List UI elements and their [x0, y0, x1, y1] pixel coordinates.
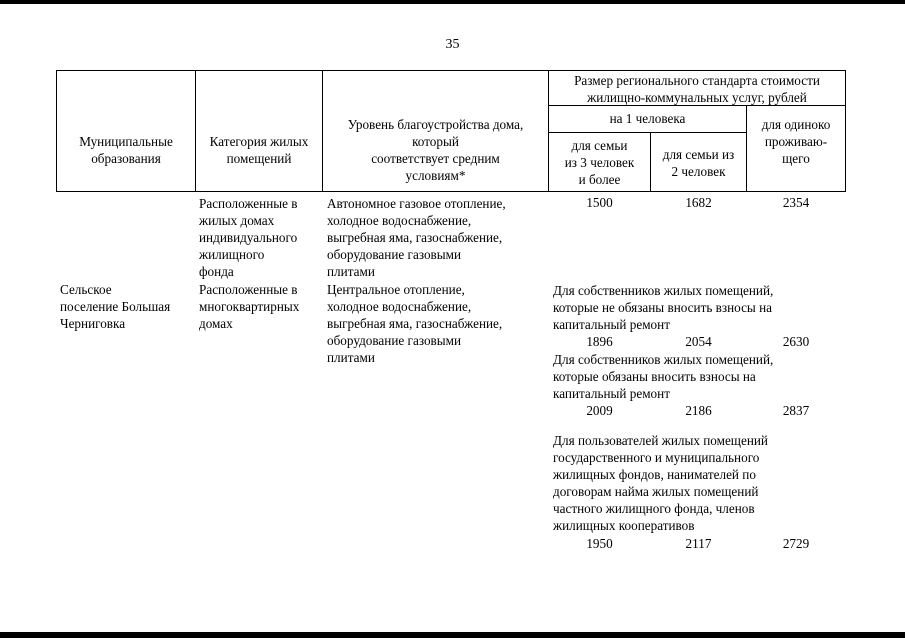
header-category: Категория жилых помещений — [209, 134, 309, 166]
col-divider-1 — [195, 70, 196, 192]
group1-value-family3: 1896 — [586, 334, 613, 349]
municipality-name: Сельское поселение Большая Черниговка — [60, 282, 171, 331]
group2-note: Для собственников жилых помещений, которые обязаны вносить взносы на капитальный ремонт — [553, 352, 774, 401]
row1-level: Автономное газовое отопление, холодное водоснабжение, выгребная яма, газоснабжение, оборудование газовыми плитами — [327, 196, 506, 279]
group3-value-single: 2729 — [782, 536, 810, 551]
group2-value-family3: 2009 — [586, 403, 613, 418]
header-family3: для семьи из 3 человек и более — [564, 138, 635, 187]
row1-value-family2: 1682 — [685, 195, 712, 210]
group2-value-single: 2837 — [782, 403, 810, 418]
header-bottom-border — [56, 191, 846, 192]
row2-level: Центральное отопление, холодное водоснабжение, выгребная яма, газоснабжение, оборудование газовыми плитами — [327, 282, 503, 365]
group1-value-single: 2630 — [782, 334, 810, 349]
page-number: 35 — [445, 37, 460, 52]
table-right-border — [845, 70, 846, 192]
group2-value-family2: 2186 — [685, 403, 712, 418]
group3-note: Для пользователей жилых помещений государственного и муниципального жилищных фондов, нанимателей по договорам найма жилых помещений частного жилищного фонда, членов жилищных кооперативов — [553, 433, 768, 533]
row1-value-family3: 1500 — [586, 195, 613, 210]
header-municipality: Муниципальные образования — [79, 134, 173, 166]
header-family2: для семьи из 2 человек — [662, 147, 735, 179]
header-size-title: Размер регионального стандарта стоимости жилищно-коммунальных услуг, рублей — [574, 73, 820, 105]
subheader-line-2 — [548, 132, 746, 133]
scan-bottom-edge — [0, 632, 905, 638]
row1-value-single: 2354 — [782, 195, 810, 210]
group1-value-family2: 2054 — [685, 334, 712, 349]
group3-value-family2: 2117 — [685, 536, 712, 551]
header-per-person: на 1 человека — [609, 111, 686, 126]
row1-category: Расположенные в жилых домах индивидуального жилищного фонда — [199, 196, 298, 279]
table-left-border — [56, 70, 57, 192]
row2-category: Расположенные в многоквартирных домах — [199, 282, 300, 331]
group1-note: Для собственников жилых помещений, которые не обязаны вносить взносы на капитальный ремонт — [553, 283, 774, 332]
table-top-border — [56, 70, 846, 71]
group3-value-family3: 1950 — [586, 536, 613, 551]
header-level: Уровень благоустройства дома, который соответствует средним условиям* — [347, 117, 524, 183]
scan-top-edge — [0, 0, 905, 4]
header-single: для одиноко проживаю- щего — [761, 117, 831, 166]
